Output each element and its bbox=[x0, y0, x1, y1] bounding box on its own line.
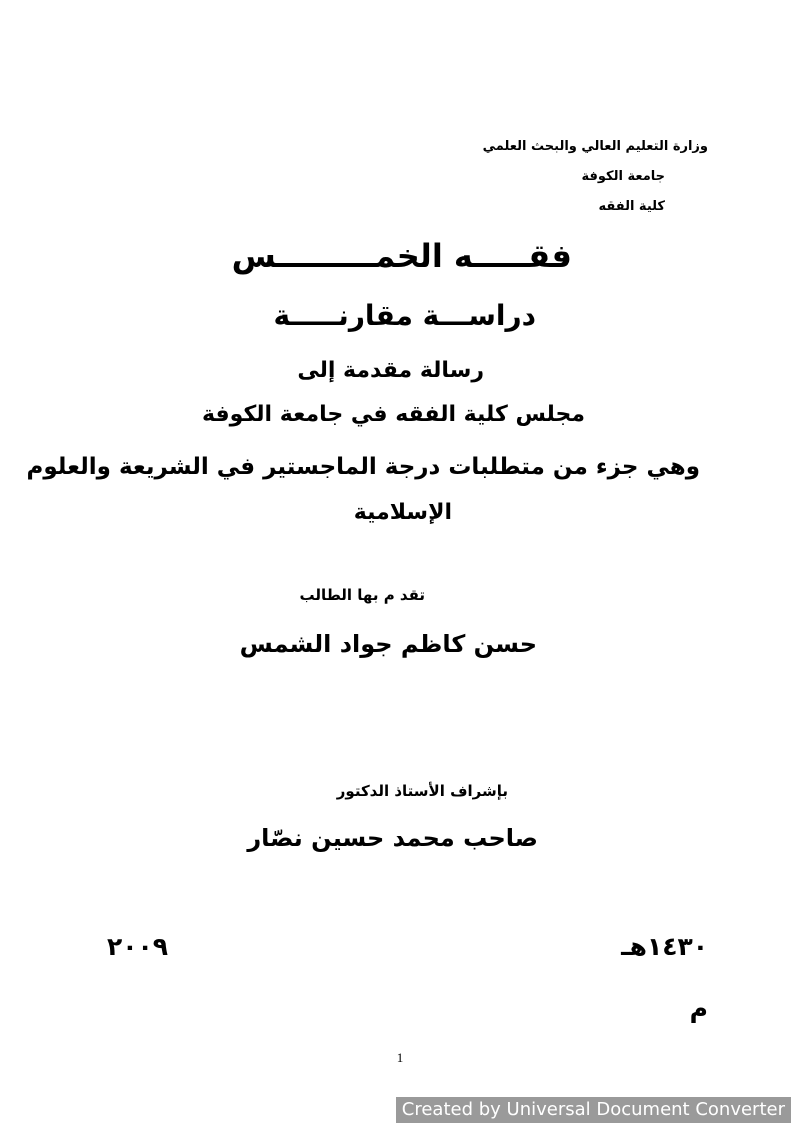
council-line: مجلس كلية الفقه في جامعة الكوفة bbox=[201, 402, 585, 427]
thesis-title: فقـــــه الخمـــــــــس bbox=[231, 237, 572, 275]
hijri-date: ١٤٣٠هـ bbox=[621, 932, 708, 961]
converter-watermark: Created by Universal Document Converter bbox=[396, 1097, 791, 1123]
gregorian-date: ٢٠٠٩ bbox=[107, 932, 169, 961]
college-name: كلية الفقه bbox=[598, 199, 665, 214]
page-number: 1 bbox=[396, 1050, 404, 1065]
submitted-to-line: رسالة مقدمة إلى bbox=[297, 358, 484, 383]
ministry-name: وزارة التعليم العالي والبحث العلمي bbox=[482, 139, 708, 154]
degree-line: وهي جزء من متطلبات درجة الماجستير في الشريعة والعلوم bbox=[26, 454, 700, 480]
degree-line-continuation: الإسلامية bbox=[353, 500, 452, 525]
student-name: حسن كاظم جواد الشمس bbox=[239, 630, 537, 658]
supervisor-label: بإشراف الأستاذ الدكتور bbox=[336, 782, 508, 800]
gregorian-suffix: م bbox=[689, 994, 708, 1023]
student-label: تقد م بها الطالب bbox=[299, 586, 425, 604]
university-name: جامعة الكوفة bbox=[581, 169, 665, 184]
supervisor-name: صاحب محمد حسين نصّار bbox=[247, 824, 538, 852]
thesis-subtitle: دراســـة مقارنـــــة bbox=[273, 299, 536, 332]
